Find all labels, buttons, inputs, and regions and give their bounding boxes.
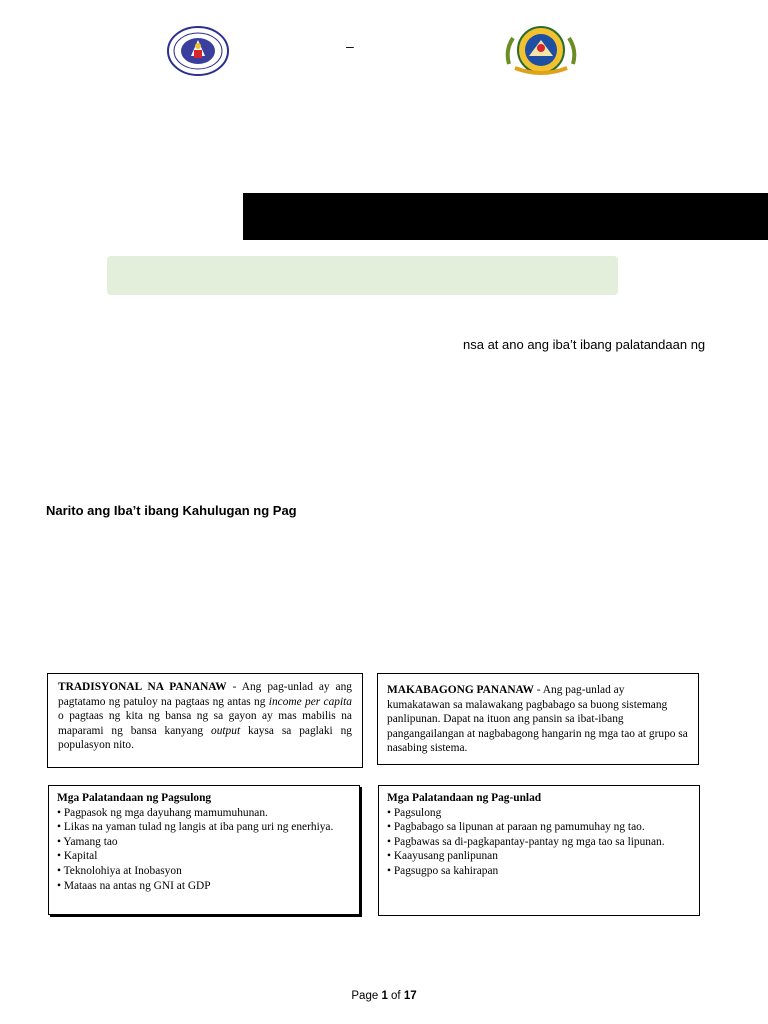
pagunlad-signs-title: Mga Palatandaan ng Pag-unlad	[387, 792, 542, 804]
list-item: • Pagbawas sa di-pagkapantay-pantay ng mga tao sa lipunan.	[387, 835, 665, 848]
list-item: • Pagsugpo sa kahirapan	[387, 864, 499, 877]
traditional-view-box	[47, 673, 363, 768]
school-seal-logo	[505, 24, 577, 76]
black-title-banner	[243, 193, 768, 240]
page-total: 17	[403, 990, 417, 1002]
page-number	[0, 990, 768, 1002]
pagsulong-signs-title: Mga Palatandaan ng Pagsulong	[57, 792, 212, 804]
list-item: • Yamang tao	[57, 835, 118, 848]
modern-view-text: - Ang pag-unlad ay kumakatawan sa malawakang pagbabago sa buong sistemang panlipunan. Dapat na ituon ang pansin sa ibat-ibang pangangailangan at nagbabagong hangarin ng mga tao at grupo sa nasabing sistema.	[387, 684, 688, 755]
page-current: 1	[381, 990, 388, 1002]
modern-view-title: MAKABAGONG PANANAW	[387, 684, 534, 696]
deped-seal-logo	[166, 26, 230, 76]
list-item: • Pagbabago sa lipunan at paraan ng pamumuhay ng tao.	[387, 821, 645, 834]
list-item: • Pagpasok ng mga dayuhang mamumuhunan.	[57, 806, 268, 819]
list-item: • Mataas na antas ng GNI at GDP	[57, 879, 211, 892]
list-item: • Kaayusang panlipunan	[387, 850, 498, 863]
header-dash: –	[346, 38, 354, 54]
traditional-view-title: TRADISYONAL NA PANANAW	[58, 681, 227, 693]
page-of-word: of	[387, 990, 404, 1002]
pagsulong-signs-list	[57, 806, 351, 894]
traditional-view-text-2: o pagtaas ng kita ng bansa ng sa gayon ay mas mabilis na maparami ng bansa kanyang	[58, 710, 352, 737]
traditional-view-text-3: kaysa sa paglaki ng populasyon nito.	[58, 724, 352, 752]
list-item: • Teknolohiya at Inobasyon	[57, 864, 182, 877]
list-item: • Kapital	[57, 850, 98, 863]
green-subtitle-banner	[107, 256, 618, 295]
modern-view-box	[377, 673, 699, 765]
objective-text: nsa at ano ang iba’t ibang palatandaan ng	[463, 337, 706, 352]
pagunlad-signs-list	[387, 806, 691, 879]
list-item: • Pagsulong	[387, 806, 442, 819]
traditional-view-emphasis-2: output	[211, 724, 241, 737]
pagunlad-signs-box	[378, 785, 700, 916]
list-item: • Likas na yaman tulad ng langis at iba pang uri ng enerhiya.	[57, 821, 334, 834]
pagsulong-signs-box	[48, 785, 360, 915]
section-heading: Narito ang Iba’t ibang Kahulugan ng Pag	[46, 503, 297, 518]
page-word: Page	[351, 990, 382, 1002]
traditional-view-emphasis-1: income per capita	[268, 695, 352, 708]
traditional-view-text-1: - Ang pag-unlad ay ang pagtatamo ng patuloy na pagtaas ng antas ng	[58, 681, 353, 708]
